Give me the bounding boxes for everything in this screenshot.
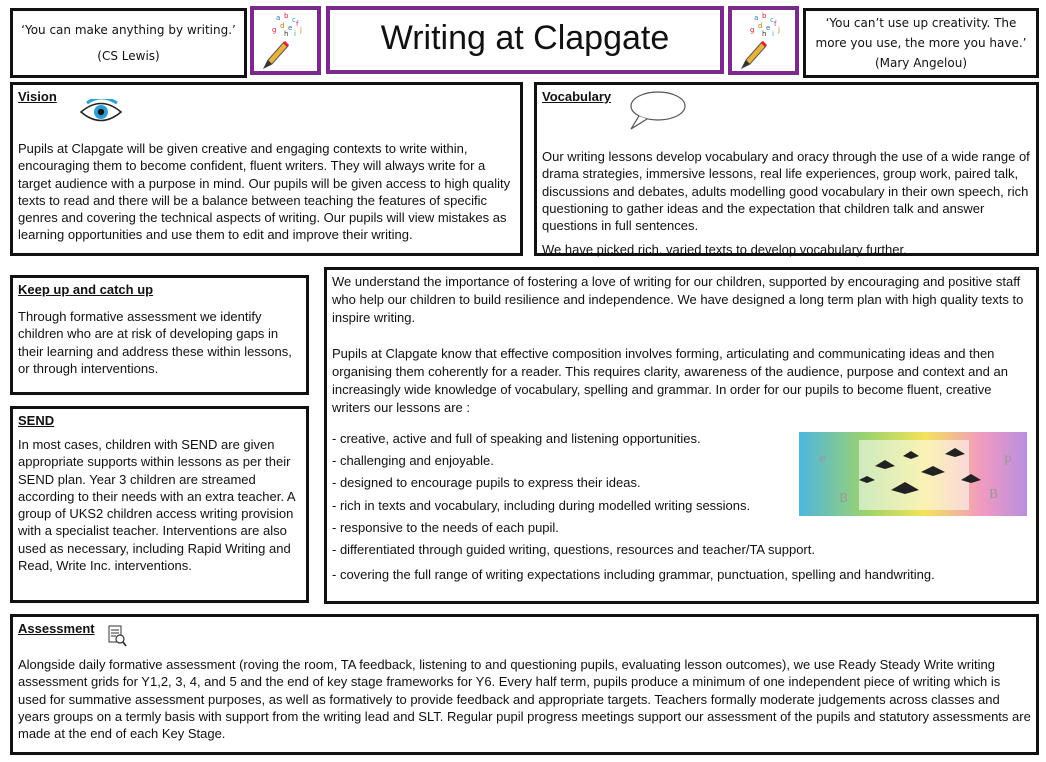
vocabulary-heading: Vocabulary bbox=[542, 89, 612, 104]
list-item: - challenging and enjoyable. bbox=[332, 453, 494, 469]
main-para-1: We understand the importance of fostering a love of writing for our children, supported by encouraging and positive staff who help our children to build resilience and independence. We have designed a long term plan with high quality texts to inspire writing. bbox=[332, 274, 1024, 325]
svg-text:a: a bbox=[276, 14, 281, 22]
list-item: - responsive to the needs of each pupil. bbox=[332, 519, 559, 535]
pencil-letters-icon bbox=[254, 10, 317, 71]
svg-text:B: B bbox=[989, 487, 998, 501]
main-para-2: Pupils at Clapgate know that effective composition involves forming, articulating and communicating ideas and then organising them coherently for a reader. This requires clarity, awareness of the audience, purpose and context and an increasingly wide knowledge of vocabulary, spelling and grammar. In order for our pupils to become fluent, creative writers our lessons are : bbox=[332, 346, 1008, 415]
send-section bbox=[10, 406, 309, 603]
svg-text:g: g bbox=[750, 26, 755, 34]
svg-text:f: f bbox=[296, 20, 299, 28]
svg-text:c: c bbox=[292, 16, 296, 24]
quote-right-text: ‘You can’t use up creativity. The more you use, the more you have.’ (Mary Angelou) bbox=[815, 16, 1027, 70]
main-section bbox=[324, 267, 1039, 604]
speech-bubble-icon bbox=[625, 89, 687, 133]
quote-right-box bbox=[803, 8, 1039, 78]
title-box bbox=[326, 6, 724, 74]
quote-left-box bbox=[10, 8, 247, 78]
svg-text:e: e bbox=[819, 451, 827, 465]
magnifier-document-icon bbox=[107, 625, 127, 647]
pencil-letters-icon bbox=[732, 10, 795, 71]
list-item: - rich in texts and vocabulary, including during modelled writing sessions. bbox=[332, 497, 751, 513]
vision-section bbox=[10, 82, 523, 256]
assessment-section bbox=[10, 614, 1039, 755]
svg-text:h: h bbox=[762, 30, 767, 38]
pencil-icon-left-box bbox=[250, 6, 321, 75]
quote-left-text: ‘You can make anything by writing.’ bbox=[21, 23, 236, 37]
svg-text:f: f bbox=[774, 20, 777, 28]
send-body: In most cases, children with SEND are given appropriate supports within lessons as per their SEND plan. Year 3 children are streamed according to their needs with an extra teacher. A group of UKS2 children access writing provision with a specialist teacher. Interventions are also used as necessary, including Rapid Writing and Read, Write Inc. interventions. bbox=[18, 437, 295, 574]
list-item: - designed to encourage pupils to express their ideas. bbox=[332, 475, 641, 491]
vision-heading: Vision bbox=[18, 89, 57, 104]
send-heading: SEND bbox=[18, 413, 55, 428]
svg-text:d: d bbox=[280, 22, 285, 30]
svg-text:d: d bbox=[758, 22, 763, 30]
pencil-icon-right-box bbox=[728, 6, 799, 75]
svg-text:i: i bbox=[294, 30, 296, 38]
svg-text:e: e bbox=[288, 24, 293, 32]
vocabulary-section bbox=[534, 82, 1039, 256]
keep-up-heading: Keep up and catch up bbox=[18, 282, 154, 297]
svg-text:j: j bbox=[300, 26, 302, 34]
svg-text:h: h bbox=[284, 30, 289, 38]
svg-text:p: p bbox=[1004, 451, 1012, 465]
eye-icon bbox=[79, 99, 123, 125]
svg-text:c: c bbox=[770, 16, 774, 24]
flying-books-image bbox=[799, 432, 1027, 516]
list-item: - differentiated through guided writing, questions, resources and teacher/TA support. bbox=[332, 541, 815, 557]
svg-text:b: b bbox=[284, 12, 289, 20]
assessment-body: Alongside daily formative assessment (roving the room, TA feedback, listening to and questioning pupils, evaluating lesson outcomes), we use Ready Steady Write writing assessment grids for Y1,2, 3, 4, and 5 and the end of key stage frameworks for Y6. Every half term, pupils produce a minimum of one independent piece of writing which is used for summative assessment purposes, as well as formatively to provide feedback and appropriate targets. Teachers formally moderate judgements across classes and years groups on a termly basis with support from the writing lead and SLT. Regular pupil progress meetings support our assessment of the pupils and statutory assessments are made at the end of each Key Stage. bbox=[18, 657, 1031, 742]
list-item: - covering the full range of writing expectations including grammar, punctuation, spelling and handwriting. bbox=[332, 566, 935, 582]
vision-body: Pupils at Clapgate will be given creative and engaging contexts to write within, encouraging them to become confident, fluent writers. They will always write for a target audience with a purpose in mind. Our pupils will be given access to high quality texts to read and there will be a balance between teaching the features of specific genres and covering the technical aspects of writing. Our pupils will view mistakes as learning opportunities and use them to edit and improve their writing. bbox=[18, 141, 511, 243]
svg-text:e: e bbox=[766, 24, 771, 32]
svg-text:B: B bbox=[839, 491, 848, 505]
keep-up-body: Through formative assessment we identify children who are at risk of developing gaps in their learning and address these within lessons, or through interventions. bbox=[18, 309, 292, 376]
svg-text:g: g bbox=[272, 26, 277, 34]
svg-text:a: a bbox=[754, 14, 759, 22]
list-item: - creative, active and full of speaking and listening opportunities. bbox=[332, 431, 701, 446]
vocabulary-body-2: We have picked rich, varied texts to develop vocabulary further. bbox=[542, 242, 907, 258]
page-title: Writing at Clapgate bbox=[380, 19, 670, 57]
assessment-heading: Assessment bbox=[18, 621, 95, 636]
quote-left-author: (CS Lewis) bbox=[97, 49, 160, 63]
svg-text:b: b bbox=[762, 12, 767, 20]
vocabulary-body-1: Our writing lessons develop vocabulary and oracy through the use of a wide range of drama strategies, immersive lessons, real life experiences, group work, paired talk, discussions and debates, adults modelling good vocabulary in their own speech, rich questioning to gather ideas and the expectation that children talk and answer questions in full sentences. bbox=[542, 149, 1030, 234]
keep-up-section bbox=[10, 275, 309, 395]
svg-text:i: i bbox=[772, 30, 774, 38]
svg-text:j: j bbox=[778, 26, 780, 34]
